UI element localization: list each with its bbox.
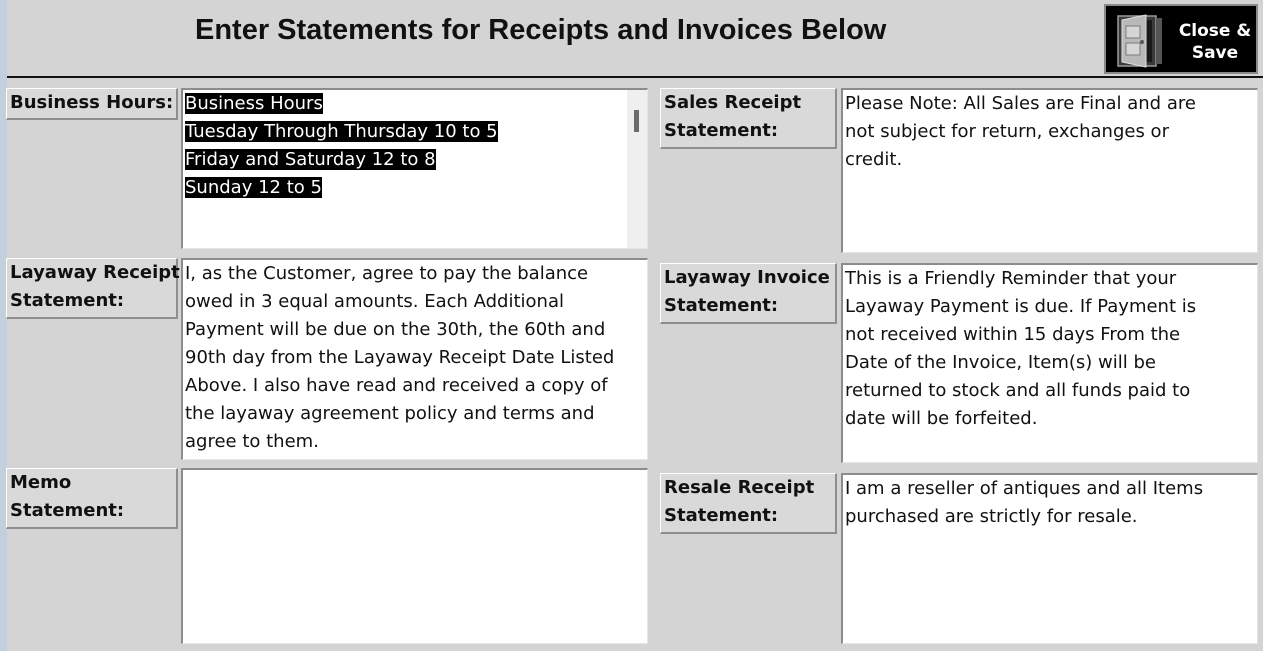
business-hours-label	[6, 88, 178, 120]
close-button-label-line2: Save	[1191, 43, 1239, 63]
layaway-receipt-line: owed in 3 equal amounts. Each Additional	[185, 291, 564, 312]
layaway-receipt-label-line1: Layaway Receipt	[10, 262, 180, 283]
layaway-invoice-line: Date of the Invoice, Item(s) will be	[845, 352, 1156, 373]
layaway-receipt-textbox[interactable]	[181, 258, 648, 460]
sales-receipt-line: credit.	[845, 149, 903, 170]
resale-receipt-label-line1: Resale Receipt	[664, 477, 815, 498]
layaway-receipt-line: Payment will be due on the 30th, the 60th and	[185, 319, 606, 340]
sales-receipt-line: not subject for return, exchanges or	[845, 121, 1169, 142]
layaway-invoice-textbox[interactable]	[841, 263, 1258, 463]
layaway-invoice-line: returned to stock and all funds paid to	[845, 380, 1191, 401]
business-hours-textbox[interactable]	[181, 88, 648, 249]
sales-receipt-label	[660, 88, 837, 149]
layaway-receipt-line: agree to them.	[185, 431, 319, 452]
header-divider	[7, 76, 1263, 78]
resale-receipt-line: I am a reseller of antiques and all Items	[845, 478, 1204, 499]
sales-receipt-label-line1: Sales Receipt	[664, 92, 802, 113]
scrollbar-thumb[interactable]	[634, 110, 639, 132]
layaway-invoice-label-line1: Layaway Invoice	[664, 267, 830, 288]
resale-receipt-label	[660, 473, 837, 534]
business-hours-scrollbar[interactable]	[627, 90, 647, 248]
layaway-invoice-line: date will be forfeited.	[845, 408, 1038, 429]
layaway-receipt-line: I, as the Customer, agree to pay the balance	[185, 263, 589, 284]
sales-receipt-textbox[interactable]	[841, 88, 1258, 253]
door-exit-icon	[1112, 12, 1168, 70]
sales-receipt-line: Please Note: All Sales are Final and are	[845, 93, 1196, 114]
memo-label-line2: Statement:	[10, 500, 125, 521]
sales-receipt-label-line2: Statement:	[664, 120, 779, 141]
memo-textbox[interactable]	[181, 468, 648, 644]
resale-receipt-textbox[interactable]	[841, 473, 1258, 644]
close-and-save-button[interactable]	[1104, 4, 1258, 74]
memo-label-line1: Memo	[10, 472, 72, 493]
layaway-invoice-label-line2: Statement:	[664, 295, 779, 316]
page-title: Enter Statements for Receipts and Invoices Below	[195, 14, 887, 46]
resale-receipt-label-line2: Statement:	[664, 505, 779, 526]
layaway-receipt-line: the layaway agreement policy and terms and	[185, 403, 595, 424]
business-hours-line: Sunday 12 to 5	[185, 177, 322, 198]
business-hours-line: Business Hours	[185, 93, 323, 114]
memo-label	[6, 468, 178, 529]
business-hours-label-text: Business Hours:	[10, 92, 174, 113]
layaway-receipt-label	[6, 258, 178, 319]
layaway-receipt-label-line2: Statement:	[10, 290, 125, 311]
business-hours-line: Friday and Saturday 12 to 8	[185, 149, 436, 170]
resale-receipt-line: purchased are strictly for resale.	[845, 506, 1138, 527]
close-button-label-line1: Close &	[1178, 21, 1252, 41]
layaway-receipt-line: 90th day from the Layaway Receipt Date Listed	[185, 347, 615, 368]
layaway-invoice-line: not received within 15 days From the	[845, 324, 1181, 345]
business-hours-line: Tuesday Through Thursday 10 to 5	[185, 121, 498, 142]
layaway-invoice-label	[660, 263, 837, 324]
layaway-invoice-line: This is a Friendly Reminder that your	[845, 268, 1177, 289]
layaway-invoice-line: Layaway Payment is due. If Payment is	[845, 296, 1197, 317]
layaway-receipt-line: Above. I also have read and received a copy of	[185, 375, 608, 396]
